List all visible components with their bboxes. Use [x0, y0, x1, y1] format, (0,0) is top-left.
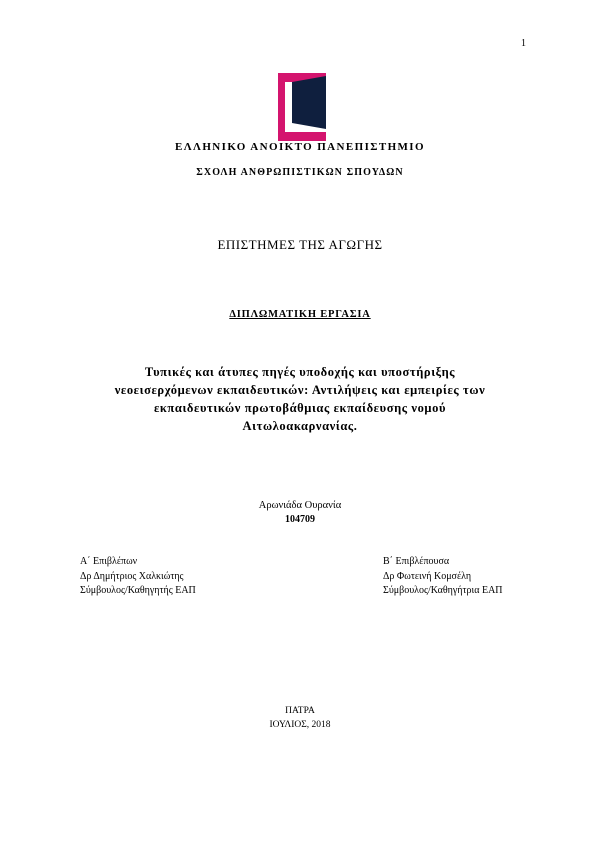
page-number: 1: [521, 38, 526, 49]
title-line: Τυπικές και άτυπες πηγές υποδοχής και υποστήριξης: [144, 365, 456, 379]
thesis-type: ΔΙΠΛΩΜΑΤΙΚΗ ΕΡΓΑΣΙΑ: [229, 309, 371, 320]
university-logo: [278, 73, 326, 141]
supervisor-role: Α΄ Επιβλέπων: [80, 556, 138, 567]
author-name: Αρωνιάδα Ουρανία: [258, 500, 342, 511]
program-name: ΕΠΙΣΤΗΜΕΣ ΤΗΣ ΑΓΩΓΗΣ: [217, 237, 383, 252]
title-line: νεοεισερχόμενων εκπαιδευτικών: Αντιλήψεις και εμπειρίες των: [114, 383, 486, 397]
supervisor-role: Β΄ Επιβλέπουσα: [383, 556, 450, 567]
second-supervisor: [383, 555, 503, 599]
author-id: 104709: [285, 514, 315, 525]
supervisor-name: Δρ Δημήτριος Χαλκιώτης: [80, 570, 184, 582]
city: ΠΑΤΡΑ: [285, 706, 315, 716]
supervisor-name: Δρ Φωτεινή Κομσέλη: [383, 570, 472, 582]
thesis-title: [70, 363, 530, 435]
university-name: ΕΛΛΗΝΙΚΟ ΑΝΟΙΚΤΟ ΠΑΝΕΠΙΣΤΗΜΙΟ: [175, 141, 425, 153]
first-supervisor: [80, 555, 196, 599]
eap-logo-icon: [278, 73, 326, 141]
date: ΙΟΥΛΙΟΣ, 2018: [269, 720, 331, 730]
supervisor-title: Σύμβουλος/Καθηγήτρια ΕΑΠ: [383, 585, 503, 596]
supervisor-title: Σύμβουλος/Καθηγητής ΕΑΠ: [80, 585, 196, 596]
title-line: Αιτωλοακαρνανίας.: [242, 419, 358, 433]
school-name: ΣΧΟΛΗ ΑΝΘΡΩΠΙΣΤΙΚΩΝ ΣΠΟΥΔΩΝ: [196, 167, 404, 178]
title-line: εκπαιδευτικών πρωτοβάθμιας εκπαίδευσης νομού: [153, 401, 447, 415]
logo-navy-shape: [292, 76, 326, 129]
